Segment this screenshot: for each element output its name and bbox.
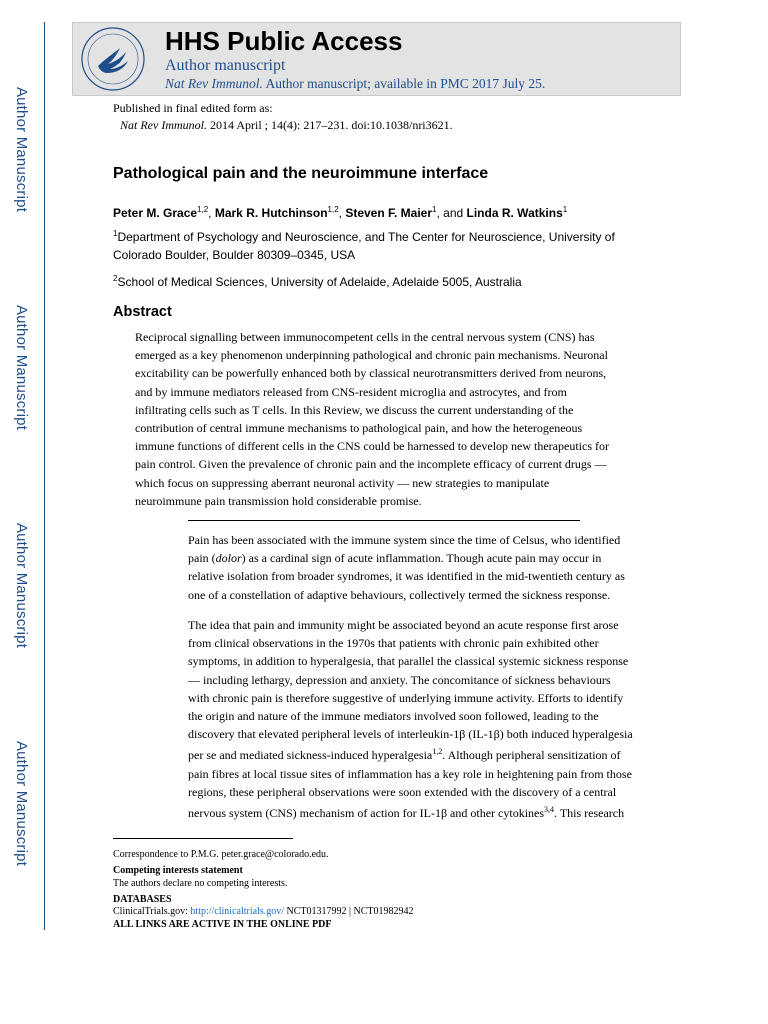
competing-interests-heading: Competing interests statement: [113, 865, 243, 876]
margin-label: Author Manuscript: [13, 304, 31, 430]
abstract-text: Reciprocal signalling between immunocompetent cells in the central nervous system (CNS) has emerged as a key phenomenon underpinning pathological and chronic pain mechanisms. Neuronal excitability can be powerfully enhanced both by classical neurotransmitters derived from neurons, and by immune mediators released from CNS-resident microglia and astrocytes, and from infiltrating cells such as T cells. In this Review, we discuss the current understanding of the contribution of central immune mechanisms to pathological pain, and how the heterogeneous immune functions of different cells in the CNS could be harnessed to develop new therapeutics for pain control. Given the prevalence of chronic pain and the incomplete efficacy of current drugs — which focus on suppressing aberrant neuronal activity — new strategies to manipulate neuroimmune pain transmission hold considerable promise.: [135, 330, 609, 508]
author-list: Peter M. Grace$^{1,2}$, Mark R. Hutchinson$^{1,2}$, Steven F. Maier$^1$, and Linda R. Watkins$^1$: [113, 205, 568, 220]
banner-citation: Nat Rev Immunol. Author manuscript; available in PMC 2017 July 25.: [165, 76, 546, 91]
banner-subtitle: Author manuscript: [165, 57, 286, 74]
margin-label: Author Manuscript: [13, 740, 31, 866]
published-citation: Nat Rev Immunol. 2014 April ; 14(4): 217–231. doi:10.1038/nri3621.: [120, 118, 453, 132]
margin-label: Author Manuscript: [13, 522, 31, 648]
banner-title: HHS Public Access: [165, 26, 403, 56]
competing-interests-text: The authors declare no competing interests.: [113, 878, 288, 889]
databases-heading: DATABASES: [113, 894, 172, 905]
affiliation-2: $^2$School of Medical Sciences, University of Adelaide, Adelaide 5005, Australia: [113, 274, 522, 289]
footnote-divider: [113, 838, 293, 839]
clinical-trials-line: ClinicalTrials.gov: http://clinicaltrials.gov/ NCT01317992 | NCT01982942: [113, 906, 414, 917]
article-title: Pathological pain and the neuroimmune interface: [113, 165, 489, 182]
links-note: ALL LINKS ARE ACTIVE IN THE ONLINE PDF: [113, 919, 332, 930]
correspondence-note: Correspondence to P.M.G. peter.grace@colorado.edu.: [113, 849, 329, 860]
margin-label: Author Manuscript: [13, 86, 31, 212]
margin-rule: [44, 22, 45, 930]
body-paragraph: Pain has been associated with the immune system since the time of Celsus, who identified pain (dolor) as a cardinal sign of acute inflammation. Though acute pain may occur in relative isolation from broader syndromes, it was identified in the mid-twentieth century as one of a constellation of adaptive behaviours, collectively termed the sickness response.: [188, 533, 625, 602]
body-paragraph: The idea that pain and immunity might be associated beyond an acute response first arose from clinical observations in the 1970s that patients with chronic pain exhibited other symptoms, in addition to hyperalgesia, that parallel the classical systemic sickness response — including lethargy, depression and anxiety. The concomitance of sickness behaviours with chronic pain is therefore suggestive of underlying immune activity. Efforts to identify the origin and nature of the immune mediators involved soon followed, leading to the discovery that elevated peripheral levels of interleukin-1β (IL-1β) both induced hyperalgesia per se and mediated sickness-induced hyperalgesia$^{1,2}$. Although peripheral sensitization of pain fibres at local tissue sites of inflammation has a key role in heightening pain from those regions, these peripheral observations were soon extended with the discovery of a central nervous system (CNS) mechanism of action for IL-1β and other cytokines$^{3,4}$. This research: [188, 618, 633, 821]
published-label: Published in final edited form as:: [113, 101, 273, 115]
abstract-heading: Abstract: [113, 304, 172, 320]
hhs-eagle-logo-icon: [80, 26, 146, 92]
affiliation-1: $^1$Department of Psychology and Neuroscience, and The Center for Neuroscience, University of Colorado Boulder, Boulder 80309–0345, USA: [113, 229, 615, 262]
clinicaltrials-link[interactable]: http://clinicaltrials.gov/: [190, 906, 285, 917]
section-divider: [188, 520, 580, 521]
